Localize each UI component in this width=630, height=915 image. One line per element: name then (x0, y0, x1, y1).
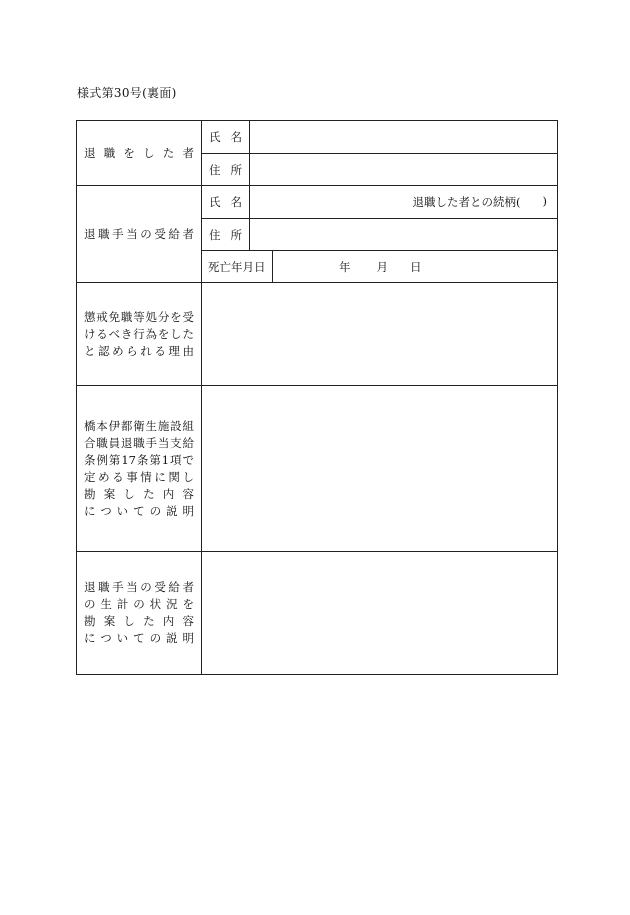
livelihood-explanation-line: 退職手当の受給者 (84, 580, 194, 594)
disciplinary-reason-label (77, 283, 202, 386)
retiree-address-field[interactable] (250, 154, 558, 186)
ordinance-explanation-line: 条例第17条第1項で (84, 452, 194, 467)
recipient-label: 退職手当の受給者 (84, 226, 194, 241)
disciplinary-reason-line: と認められる理由 (84, 343, 194, 358)
relationship-group (258, 194, 549, 210)
recipient-name-label: 氏名 (202, 186, 250, 219)
recipient-address-label: 住所 (202, 219, 250, 251)
recipient-name-row (77, 186, 558, 219)
death-date-field[interactable] (273, 251, 558, 283)
ordinance-explanation-line: 合職員退職手当支給 (84, 435, 194, 450)
disciplinary-reason-line: けるべき行為をした (84, 326, 194, 341)
disciplinary-reason-field[interactable] (202, 283, 558, 386)
livelihood-explanation-label (77, 552, 202, 675)
ordinance-explanation-line: 勘案した内容 (84, 486, 194, 501)
relationship-label: 退職した者との続柄( (412, 195, 521, 209)
ordinance-explanation-field[interactable] (202, 386, 558, 552)
retiree-address-label: 住所 (202, 154, 250, 186)
disciplinary-reason-row (77, 283, 558, 386)
ordinance-explanation-line: 定める事情に関し (84, 469, 194, 484)
recipient-name-field[interactable] (250, 186, 558, 219)
livelihood-explanation-row (77, 552, 558, 675)
recipient-address-field[interactable] (250, 219, 558, 251)
year-label: 年 (339, 259, 351, 274)
recipient-label-cell (77, 186, 202, 283)
ordinance-explanation-row (77, 386, 558, 552)
livelihood-explanation-line: の生計の状況を (84, 597, 194, 611)
ordinance-explanation-line: 橋本伊都衛生施設組 (84, 418, 194, 433)
month-label: 月 (376, 259, 388, 274)
ordinance-explanation-label (77, 386, 202, 552)
death-date-group (273, 259, 557, 275)
ordinance-explanation-line: についての説明 (84, 503, 194, 518)
retiree-name-label: 氏名 (202, 121, 250, 154)
livelihood-explanation-line: 勘案した内容 (84, 614, 194, 628)
form-table (76, 120, 558, 675)
relationship-input[interactable] (521, 194, 543, 210)
death-date-label: 死亡年月日 (202, 251, 273, 283)
livelihood-explanation-field[interactable] (202, 552, 558, 675)
retiree-name-row (77, 121, 558, 154)
relationship-close: ) (542, 194, 547, 208)
retirement-allowance-form (76, 120, 557, 674)
disciplinary-reason-line: 懲戒免職等処分を受 (84, 309, 194, 324)
retiree-label: 退職をした者 (84, 145, 194, 160)
day-label: 日 (410, 259, 422, 274)
form-title: 様式第30号(裏面) (77, 86, 177, 100)
retiree-label-cell (77, 121, 202, 186)
livelihood-explanation-line: についての説明 (84, 631, 194, 645)
retiree-name-field[interactable] (250, 121, 558, 154)
